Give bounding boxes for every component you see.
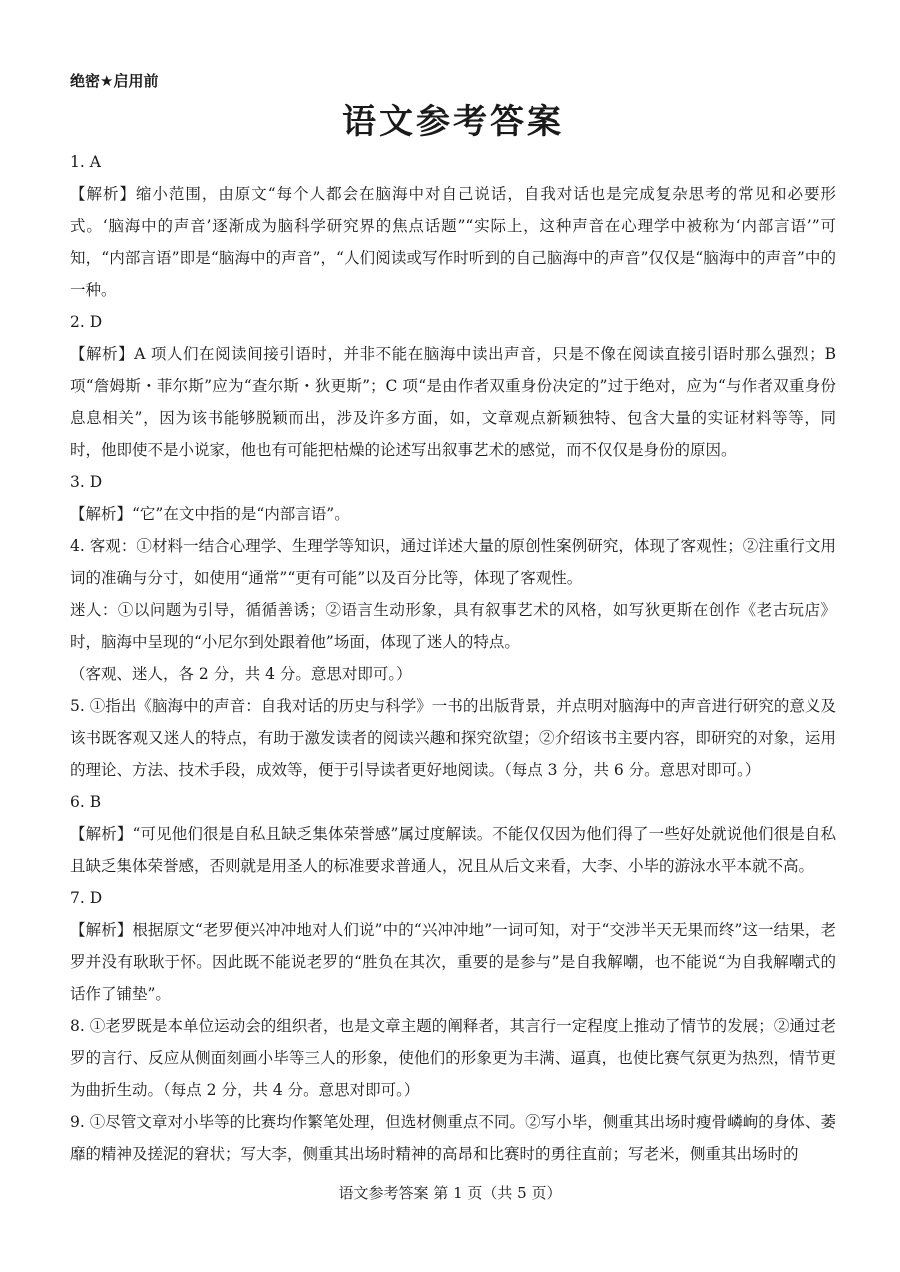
answer-line: 9. ①尽管文章对小毕等的比赛均作繁笔处理，但选材侧重点不同。②写小毕，侧重其出场时瘦骨嶙峋的身体、萎靡的精神及搓泥的窘状；写大李，侧重其出场时精神的高昂和比赛时的勇往直前；写老米，侧重其出场时的 <box>70 1113 836 1163</box>
page-title: 语文参考答案 <box>342 102 564 142</box>
answer-content <box>70 146 836 1170</box>
answer-line: 迷人：①以问题为引导，循循善诱；②语言生动形象，具有叙事艺术的风格，如写狄更斯在创作《老古玩店》时，脑海中呈现的“小尼尔到处跟着他”场面，体现了迷人的特点。 <box>70 601 836 651</box>
answer-line: 【解析】“可见他们很是自私且缺乏集体荣誉感”属过度解读。不能仅仅因为他们得了一些好处就说他们很是自私且缺乏集体荣誉感，否则就是用圣人的标准要求普通人，况且从后文来看，大李、小毕的游泳水平本就不高。 <box>70 825 836 875</box>
answer-line: 【解析】“它”在文中指的是“内部言语”。 <box>70 505 350 523</box>
answer-line: 5. ①指出《脑海中的声音：自我对话的历史与科学》一书的出版背景，并点明对脑海中的声音进行研究的意义及该书既客观又迷人的特点，有助于激发读者的阅读兴趣和探究欲望；②介绍该书主要内容，即研究的对象，运用的理论、方法、技术手段，成效等，便于引导读者更好地阅读。（每点 3 分，共 6 分。意思对即可。） <box>70 697 836 779</box>
answer-line: 3. D <box>70 473 103 491</box>
answer-line: 8. ①老罗既是本单位运动会的组织者，也是文章主题的阐释者，其言行一定程度上推动了情节的发展；②通过老罗的言行、反应从侧面刻画小毕等三人的形象，使他们的形象更为丰满、逼真，也使比赛气氛更为热烈，情节更为曲折生动。（每点 2 分，共 4 分。意思对即可。） <box>70 1017 836 1099</box>
page-footer: 语文参考答案 第 1 页（共 5 页） <box>338 1184 562 1202</box>
secret-label: 绝密★启用前 <box>70 72 159 90</box>
answer-line: 7. D <box>70 889 103 907</box>
answer-line: 1. A <box>70 153 101 171</box>
answer-line: 【解析】A 项人们在阅读间接引语时，并非不能在脑海中读出声音，只是不像在阅读直接引语时那么强烈；B 项“詹姆斯・菲尔斯”应为“查尔斯・狄更斯”；C 项“是由作者双重身份决定的”过于绝对，应为“与作者双重身份息息相关”，因为该书能够脱颖而出，涉及许多方面，如，文章观点新颖独特、包含大量的实证材料等等，同时，他即使不是小说家，他也有可能把枯燥的论述写出叙事艺术的感觉，而不仅仅是身份的原因。 <box>70 345 836 459</box>
answer-line: （客观、迷人，各 2 分，共 4 分。意思对即可。） <box>70 665 412 683</box>
answer-line: 【解析】根据原文“老罗便兴冲冲地对人们说”中的“兴冲冲地”一词可知，对于“交涉半天无果而终”这一结果，老罗并没有耿耿于怀。因此既不能说老罗的“胜负在其次，重要的是参与”是自我解嘲，也不能说“为自我解嘲式的话作了铺垫”。 <box>70 921 836 1003</box>
answer-line: 【解析】缩小范围，由原文“每个人都会在脑海中对自己说话，自我对话也是完成复杂思考的常见和必要形式。‘脑海中的声音’逐渐成为脑科学研究界的焦点话题”“实际上，这种声音在心理学中被称为‘内部言语’”可知，“内部言语”即是“脑海中的声音”，“人们阅读或写作时听到的自己脑海中的声音”仅仅是“脑海中的声音”中的一种。 <box>70 185 836 299</box>
answer-line: 2. D <box>70 313 103 331</box>
answer-line: 4. 客观：①材料一结合心理学、生理学等知识，通过详述大量的原创性案例研究，体现了客观性；②注重行文用词的准确与分寸，如使用“通常”“更有可能”以及百分比等，体现了客观性。 <box>70 537 836 587</box>
answer-page <box>70 70 836 1170</box>
answer-line: 6. B <box>70 793 102 811</box>
